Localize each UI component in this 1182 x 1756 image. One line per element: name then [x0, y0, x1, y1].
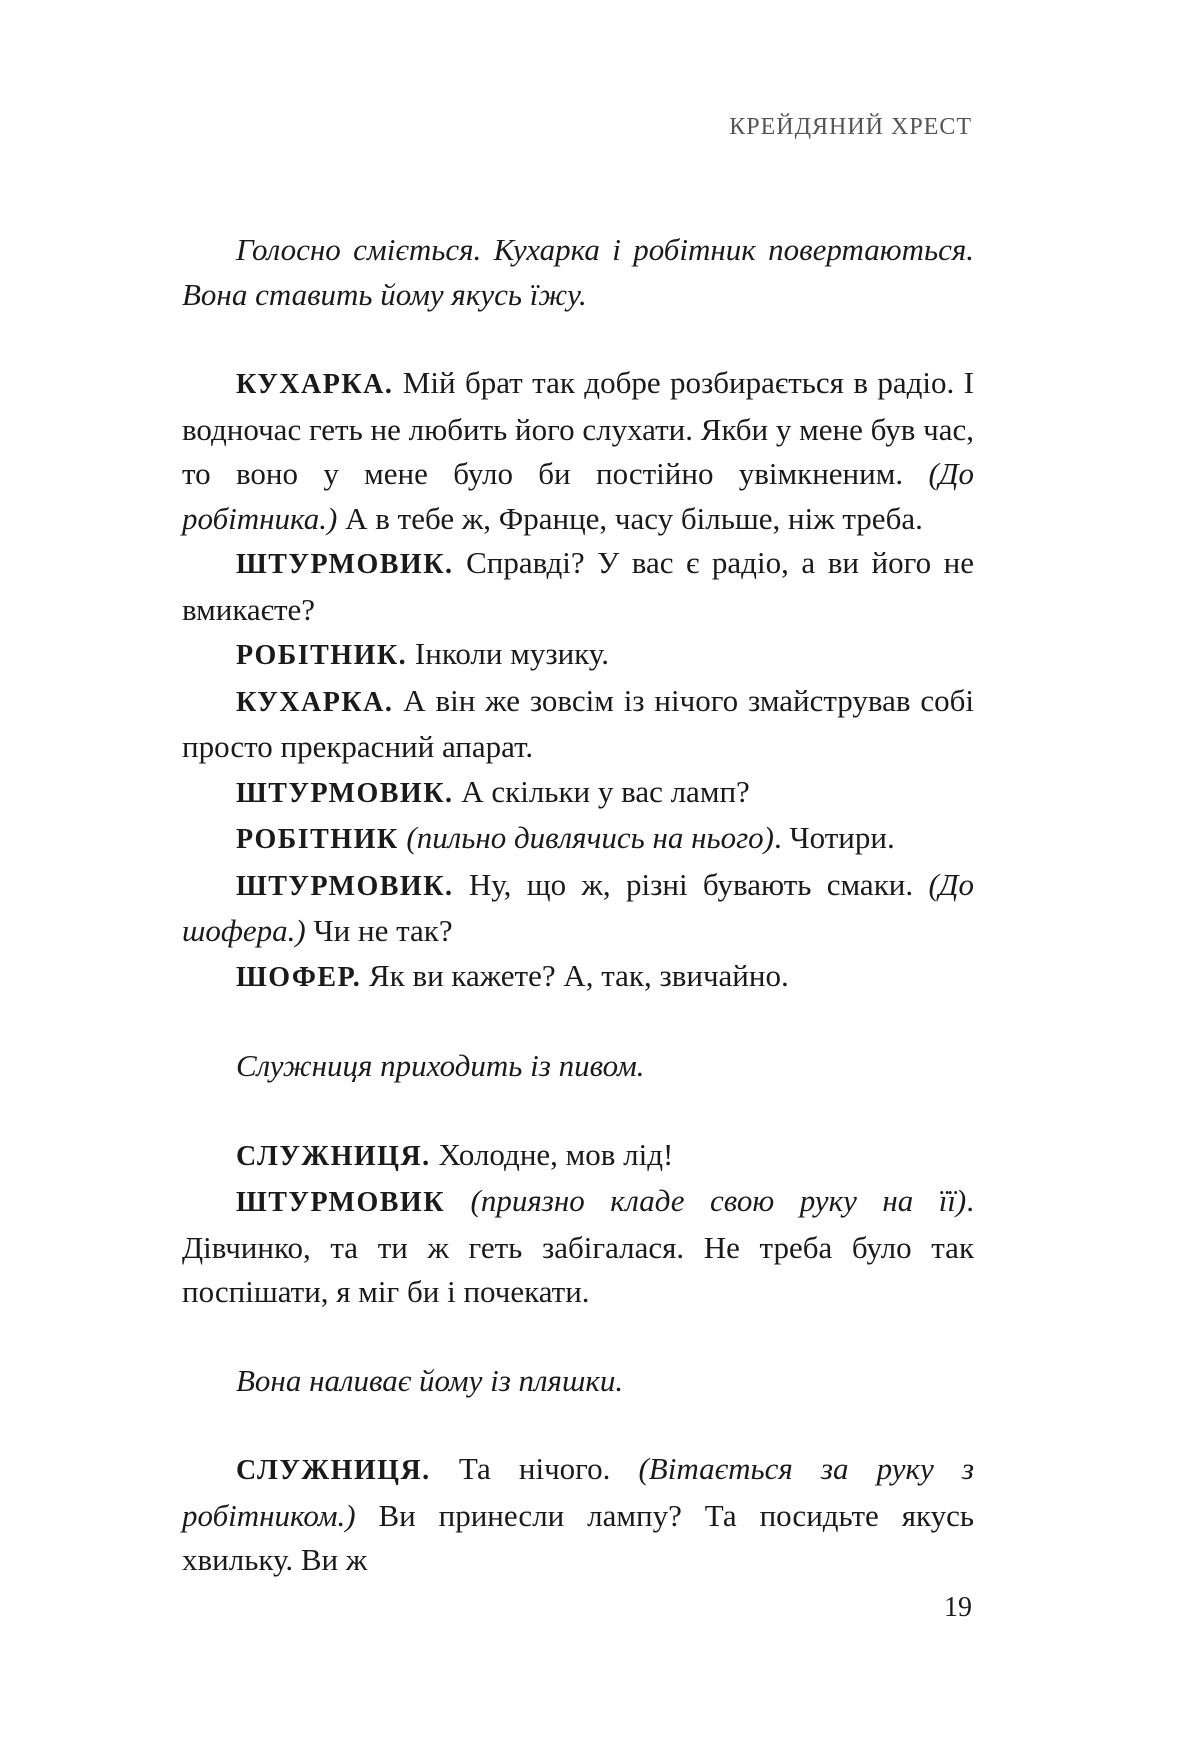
speech-line: ШТУРМОВИК (приязно кладе свою руку на її). Дівчинко, та ти ж геть забігалася. Не треба було так поспішати, я міг би і почекати.: [182, 1183, 974, 1309]
stage-direction: Служниця приходить із пивом.: [236, 1048, 645, 1083]
speech-line: РОБІТНИК. Інколи музику.: [236, 636, 609, 671]
speaker-name: РОБІТНИК.: [236, 640, 408, 671]
speech-line: СЛУЖНИЦЯ. Холодне, мов лід!: [236, 1136, 674, 1172]
speech-line: РОБІТНИК (пильно дивлячись на нього). Чотири.: [236, 820, 895, 855]
speaker-name: СЛУЖНИЦЯ.: [236, 1455, 431, 1486]
inline-direction: (Вітається за руку з робітником.): [182, 1451, 974, 1533]
inline-direction: (пильно дивлячись на нього): [398, 820, 775, 855]
speaker-name: ШТУРМОВИК.: [236, 870, 454, 902]
speaker-name: РОБІТНИК: [236, 824, 399, 855]
speech-line: ШТУРМОВИК. Ну, що ж, різні бувають смаки. (До шофера.) Чи не так?: [182, 866, 974, 948]
speech-line: ШТУРМОВИК. А скільки у вас ламп?: [236, 773, 750, 809]
speech-line: ШОФЕР. Як ви кажете? А, так, звичайно.: [236, 957, 789, 993]
inline-direction: (До шофера.): [182, 866, 974, 948]
speech-line: КУХАРКА. А він же зовсім із нічого змайстрував собі просто прекрасний апарат.: [182, 682, 974, 764]
speaker-name: КУХАРКА.: [236, 686, 394, 718]
speaker-name: СЛУЖНИЦЯ.: [236, 1140, 431, 1172]
speaker-name: ШТУРМОВИК.: [236, 549, 454, 580]
inline-direction: (До робітника.): [182, 456, 974, 536]
stage-direction: Голосно сміється. Кухарка і робітник повертаються. Вона ставить йому якусь їжу.: [182, 232, 974, 312]
speaker-name: ШОФЕР.: [236, 961, 362, 993]
speech-line: КУХАРКА. Мій брат так добре розбирається в радіо. І водночас геть не любить його слухати. Якби у мене був час, то воно у мене було би постійно увімкненим. (До робітника.) А в тебе ж, Франце, часу більше, ніж треба.: [182, 365, 974, 536]
running-header: КРЕЙДЯНИЙ ХРЕСТ: [729, 114, 972, 140]
speech-line: ШТУРМОВИК. Справді? У вас є радіо, а ви його не вмикаєте?: [182, 545, 974, 627]
page-body: [182, 228, 974, 1583]
speech-line: СЛУЖНИЦЯ. Та нічого. (Вітається за руку з робітником.) Ви принесли лампу? Та посидьте якусь хвильку. Ви ж: [182, 1451, 974, 1577]
stage-direction: Вона наливає йому із пляшки.: [236, 1362, 624, 1398]
speaker-name: КУХАРКА.: [236, 369, 394, 400]
speaker-name: ШТУРМОВИК.: [236, 777, 454, 809]
speaker-name: ШТУРМОВИК: [236, 1187, 446, 1218]
page-number: 19: [944, 1592, 972, 1623]
inline-direction: (приязно кладе свою руку на її): [445, 1183, 967, 1218]
